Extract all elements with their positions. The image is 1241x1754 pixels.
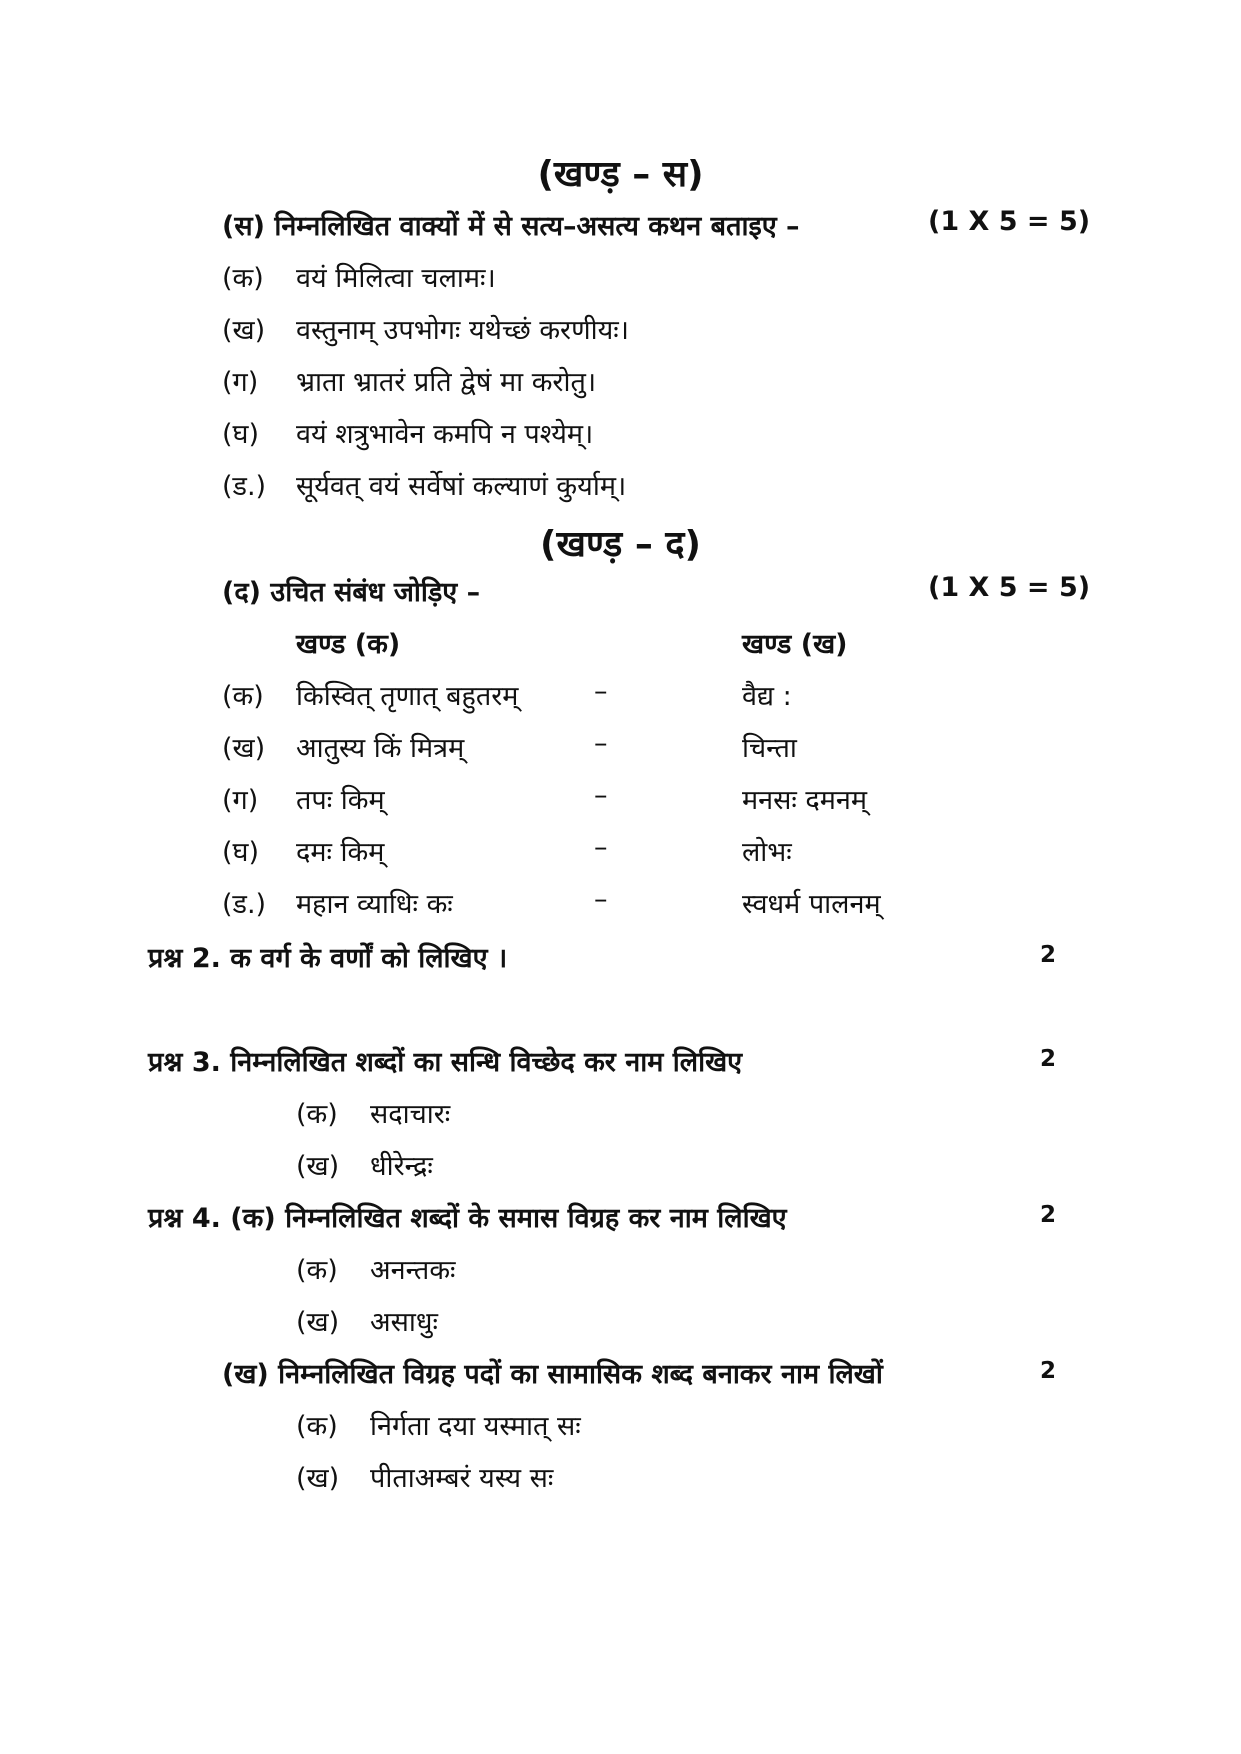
match-left: आतुस्य किं मित्रम् <box>296 733 465 764</box>
question-4a: प्रश्न 4. (क) निम्नलिखित शब्दों के समास विग्रह कर नाम लिखिए <box>148 1203 787 1234</box>
section-d-question: (द) उचित संबंध जोड़िए – <box>222 577 481 608</box>
item-label: (क) <box>296 1411 338 1442</box>
item-label: (ख) <box>222 315 266 346</box>
match-dash: – <box>594 884 608 915</box>
item-label: (क) <box>296 1255 338 1286</box>
match-right: स्वधर्म पालनम् <box>742 889 881 920</box>
column-b-header: खण्ड (ख) <box>742 629 848 660</box>
match-right: मनसः दमनम् <box>742 785 868 816</box>
question-3: प्रश्न 3. निम्नलिखित शब्दों का सन्धि विच्छेद कर नाम लिखिए <box>148 1047 743 1078</box>
statement: वस्तुनाम् उपभोगः यथेच्छं करणीयः। <box>296 315 629 346</box>
item-label: (ग) <box>222 367 259 398</box>
match-dash: – <box>594 728 608 759</box>
match-label: (ड.) <box>222 889 267 920</box>
word: अनन्तकः <box>370 1255 456 1286</box>
section-d-marks: (1 X 5 = 5) <box>928 572 1091 603</box>
section-s-question: (स) निम्नलिखित वाक्यों में से सत्य–असत्य कथन बताइए – <box>222 211 800 242</box>
item-label: (क) <box>296 1099 338 1130</box>
match-left: किस्वित् तृणात् बहुतरम् <box>296 681 519 712</box>
column-a-header: खण्ड (क) <box>296 629 401 660</box>
match-dash: – <box>594 676 608 707</box>
item-label: (ख) <box>296 1151 340 1182</box>
match-right: चिन्ता <box>742 733 797 764</box>
item-label: (घ) <box>222 419 260 450</box>
item-label: (ख) <box>296 1463 340 1494</box>
word: सदाचारः <box>370 1099 451 1130</box>
match-label: (ग) <box>222 785 259 816</box>
question-3-marks: 2 <box>1040 1046 1057 1072</box>
statement: सूर्यवत् वयं सर्वेषां कल्याणं कुर्याम्। <box>296 471 627 502</box>
question-4a-marks: 2 <box>1040 1202 1057 1228</box>
item-label: (क) <box>222 263 264 294</box>
match-label: (क) <box>222 681 264 712</box>
section-s-marks: (1 X 5 = 5) <box>928 206 1091 237</box>
statement: वयं शत्रुभावेन कमपि न पश्येम्। <box>296 419 594 450</box>
question-2-marks: 2 <box>1040 942 1057 968</box>
match-label: (घ) <box>222 837 260 868</box>
match-right: वैद्य : <box>742 681 792 712</box>
item-label: (ड.) <box>222 471 267 502</box>
match-left: महान व्याधिः कः <box>296 889 453 920</box>
section-d-heading: (खण्ड़ – द) <box>540 524 701 565</box>
match-left: तपः किम् <box>296 785 385 816</box>
phrase: पीताअम्बरं यस्य सः <box>370 1463 554 1494</box>
statement: भ्राता भ्रातरं प्रति द्वेषं मा करोतु। <box>296 367 597 398</box>
match-left: दमः किम् <box>296 837 385 868</box>
question-4b: (ख) निम्नलिखित विग्रह पदों का सामासिक शब्द बनाकर नाम लिखों <box>222 1359 883 1390</box>
question-2: प्रश्न 2. क वर्ग के वर्णों को लिखिए । <box>148 943 508 974</box>
word: धीरेन्द्रः <box>370 1151 433 1182</box>
match-dash: – <box>594 780 608 811</box>
section-s-heading: (खण्ड़ – स) <box>537 154 704 195</box>
word: असाधुः <box>370 1307 438 1338</box>
item-label: (ख) <box>296 1307 340 1338</box>
match-right: लोभः <box>742 837 792 868</box>
statement: वयं मिलित्वा चलामः। <box>296 263 496 294</box>
question-4b-marks: 2 <box>1040 1358 1057 1384</box>
match-label: (ख) <box>222 733 266 764</box>
match-dash: – <box>594 832 608 863</box>
phrase: निर्गता दया यस्मात् सः <box>370 1411 581 1442</box>
